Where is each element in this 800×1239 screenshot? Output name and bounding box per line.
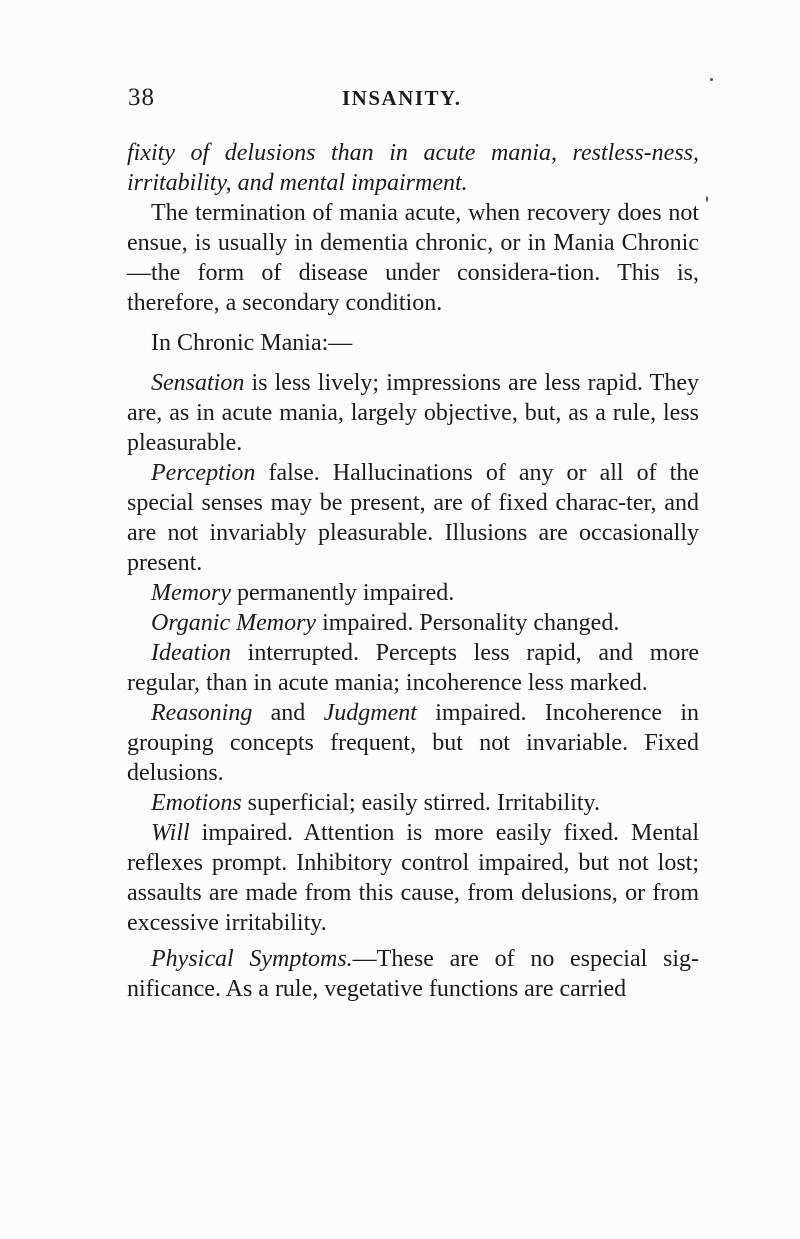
term-ideation: Ideation: [151, 640, 231, 666]
physical-symptoms-text: —These are of no especial sig-nificance. As a rule, vegetative functions are carried: [127, 946, 699, 1002]
print-speck: [706, 196, 708, 202]
term-will: Will: [151, 820, 190, 846]
sensation-text: is less lively; impressions are less rapid. They are, as in acute mania, largely objective, but, as a rule, less pleasurable.: [127, 370, 699, 456]
organic-memory-text: impaired. Personality changed.: [316, 610, 620, 636]
paragraph-organic-memory: [127, 608, 699, 638]
paragraph-sensation: [127, 368, 699, 458]
paragraph-perception: [127, 458, 699, 578]
term-perception: Perception: [151, 460, 256, 486]
print-speck: [710, 78, 713, 81]
ideation-text: interrupted. Percepts less rapid, and more regular, than in acute mania; incoherence less marked.: [127, 640, 699, 696]
term-sensation: Sensation: [151, 370, 245, 396]
term-emotions: Emotions: [151, 790, 242, 816]
running-head: [0, 84, 800, 114]
paragraph-will: [127, 818, 699, 938]
term-judgment: Judgment: [323, 700, 417, 726]
term-reasoning: Reasoning: [151, 700, 253, 726]
paragraph-emotions: [127, 788, 699, 818]
will-text: impaired. Attention is more easily fixed. Mental reflexes prompt. Inhibitory control impaired, but not lost; assaults are made from this cause, from delusions, or from excessive irritability.: [127, 820, 699, 936]
emotions-text: superficial; easily stirred. Irritability.: [241, 790, 600, 816]
body-text: [127, 138, 699, 1004]
continuation-italic: fixity of delusions than in acute mania, restless-ness, irritability, and mental impairment.: [127, 140, 699, 196]
paragraph-chronic-mania-intro: In Chronic Mania:—: [151, 330, 353, 356]
paragraph-reasoning: [127, 698, 699, 788]
paragraph-memory: [127, 578, 699, 608]
running-title: INSANITY.: [342, 86, 462, 110]
term-memory: Memory: [151, 580, 231, 606]
reasoning-joiner: and: [252, 700, 324, 726]
paragraph-physical-symptoms: [127, 944, 699, 1004]
paragraph-termination: The termination of mania acute, when recovery does not ensue, is usually in dementia chronic, or in Mania Chronic—the form of disease under considera-tion. This is, therefore, a secondary condition.: [127, 200, 699, 316]
memory-text: permanently impaired.: [230, 580, 455, 606]
term-physical-symptoms: Physical Symptoms.: [151, 946, 353, 972]
page-number: 38: [128, 84, 155, 111]
term-organic-memory: Organic Memory: [151, 610, 317, 636]
paragraph-ideation: [127, 638, 699, 698]
reasoning-text: impaired. Incoherence in grouping concepts frequent, but not invariable. Fixed delusions.: [127, 700, 699, 786]
perception-text: false. Hallucinations of any or all of the special senses may be present, are of fixed charac-ter, and are not invariably pleasurable. Illusions are occasionally present.: [127, 460, 699, 576]
paragraph-continuation: [127, 138, 699, 198]
